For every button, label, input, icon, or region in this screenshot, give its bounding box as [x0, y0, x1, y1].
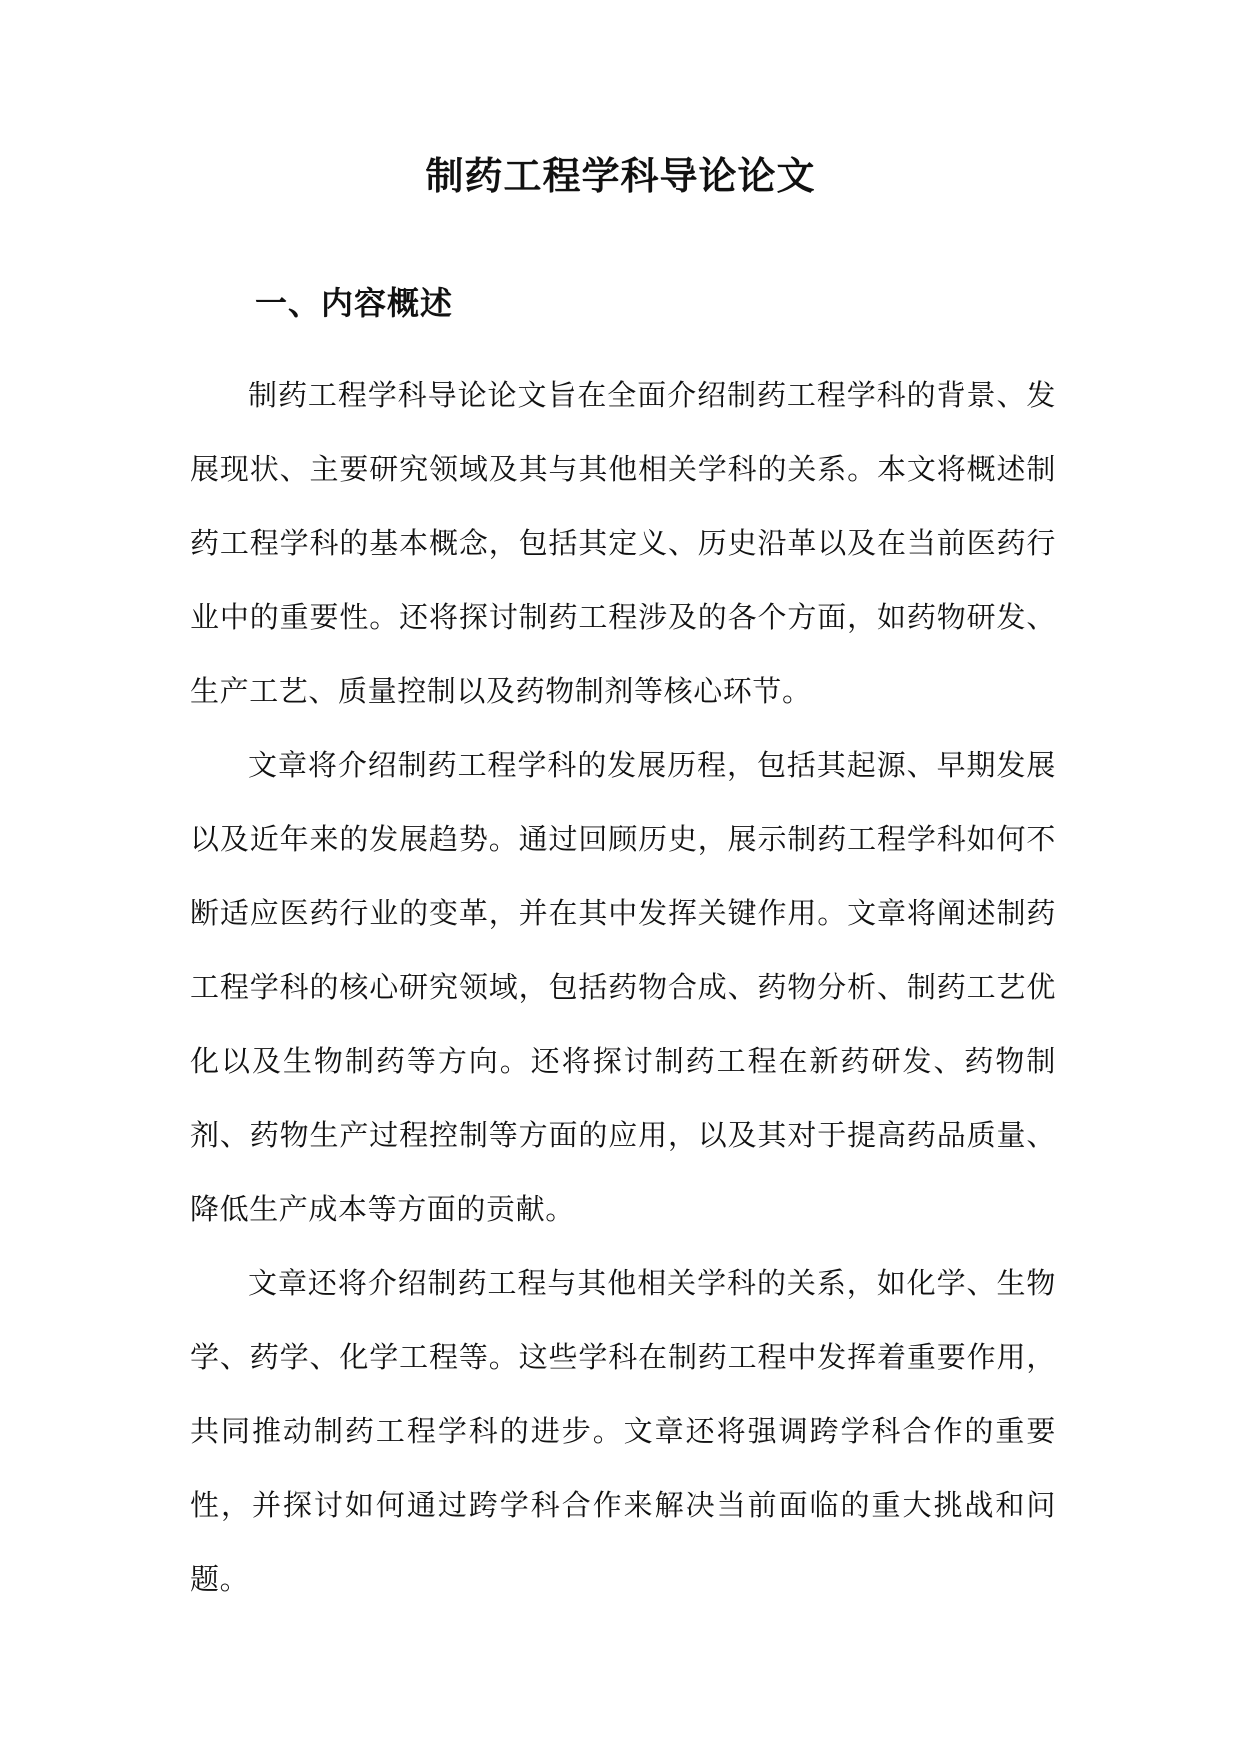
paragraph-2: 文章将介绍制药工程学科的发展历程，包括其起源、早期发展以及近年来的发展趋势。通过回顾历史，展示制药工程学科如何不断适应医药行业的变革，并在其中发挥关键作用。文章将阐述制药工程学科的核心研究领域，包括药物合成、药物分析、制药工艺优化以及生物制药等方向。还将探讨制药工程在新药研发、药物制剂、药物生产过程控制等方面的应用，以及其对于提高药品质量、降低生产成本等方面的贡献。	[190, 748, 1056, 1226]
document-title: 制药工程学科导论论文	[425, 153, 816, 198]
paragraph-1: 制药工程学科导论论文旨在全面介绍制药工程学科的背景、发展现状、主要研究领域及其与其他相关学科的关系。本文将概述制药工程学科的基本概念，包括其定义、历史沿革以及在当前医药行业中的重要性。还将探讨制药工程涉及的各个方面，如药物研发、生产工艺、质量控制以及药物制剂等核心环节。	[190, 378, 1056, 708]
body-text	[190, 358, 1056, 1616]
paragraph-3: 文章还将介绍制药工程与其他相关学科的关系，如化学、生物学、药学、化学工程等。这些学科在制药工程中发挥着重要作用，共同推动制药工程学科的进步。文章还将强调跨学科合作的重要性，并探讨如何通过跨学科合作来解决当前面临的重大挑战和问题。	[190, 1266, 1056, 1596]
section-heading: 一、内容概述	[255, 284, 454, 322]
